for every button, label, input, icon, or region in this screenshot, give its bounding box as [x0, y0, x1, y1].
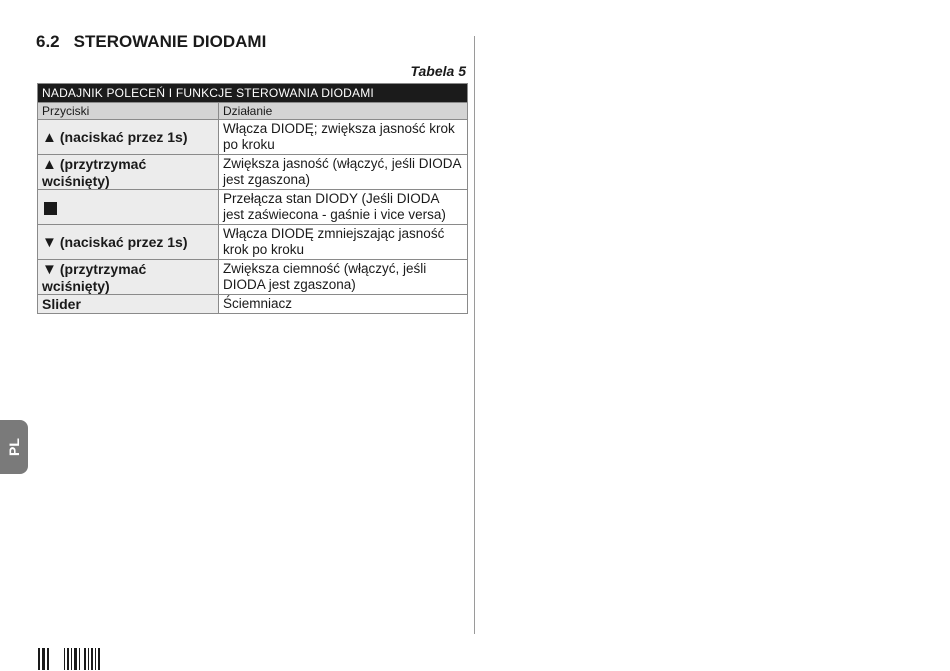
table-row — [38, 155, 468, 190]
language-tab-label: PL — [6, 438, 22, 456]
action-cell: Ściemniacz — [219, 295, 468, 314]
action-cell: Włącza DIODĘ zmniejszając jasność krok po kroku — [219, 225, 468, 260]
button-cell: Slider — [38, 295, 219, 314]
section-title: STEROWANIE DIODAMI — [73, 32, 267, 51]
table-caption: Tabela 5 — [410, 63, 466, 79]
column-divider — [474, 36, 475, 634]
barcode-icon — [38, 648, 102, 670]
button-cell — [38, 190, 219, 225]
action-cell: Zwiększa jasność (włączyć, jeśli DIODA jest zgaszona) — [219, 155, 468, 190]
header-action: Działanie — [219, 103, 468, 120]
table-row — [38, 225, 468, 260]
button-label: (przytrzymać wciśnięty) — [42, 260, 147, 294]
button-label: (naciskać przez 1s) — [59, 233, 188, 250]
up-triangle-icon: ▲ — [42, 128, 57, 146]
action-cell: Przełącza stan DIODY (Jeśli DIODA jest zaświecona - gaśnie i vice versa) — [219, 190, 468, 225]
table-title-row — [38, 84, 468, 103]
action-cell: Włącza DIODĘ; zwiększa jasność krok po kroku — [219, 120, 468, 155]
down-triangle-icon: ▼ — [42, 233, 57, 251]
button-label: (przytrzymać wciśnięty) — [42, 155, 147, 189]
up-triangle-icon: ▲ — [42, 155, 57, 173]
button-cell — [38, 225, 219, 260]
button-cell — [38, 260, 219, 295]
table-title: NADAJNIK POLECEŃ I FUNKCJE STEROWANIA DIODAMI — [38, 84, 468, 103]
down-triangle-icon: ▼ — [42, 260, 57, 278]
table-row — [38, 120, 468, 155]
action-cell: Zwiększa ciemność (włączyć, jeśli DIODA jest zgaszona) — [219, 260, 468, 295]
table-header-row — [38, 103, 468, 120]
header-buttons: Przyciski — [38, 103, 219, 120]
table-row — [38, 260, 468, 295]
section-number: 6.2 — [36, 32, 60, 51]
button-label: (naciskać przez 1s) — [59, 128, 188, 145]
table-row — [38, 295, 468, 314]
language-tab — [0, 420, 28, 474]
button-cell — [38, 155, 219, 190]
led-control-table — [37, 83, 468, 314]
button-cell — [38, 120, 219, 155]
stop-square-icon — [44, 202, 57, 215]
table-row — [38, 190, 468, 225]
section-heading — [36, 32, 266, 52]
